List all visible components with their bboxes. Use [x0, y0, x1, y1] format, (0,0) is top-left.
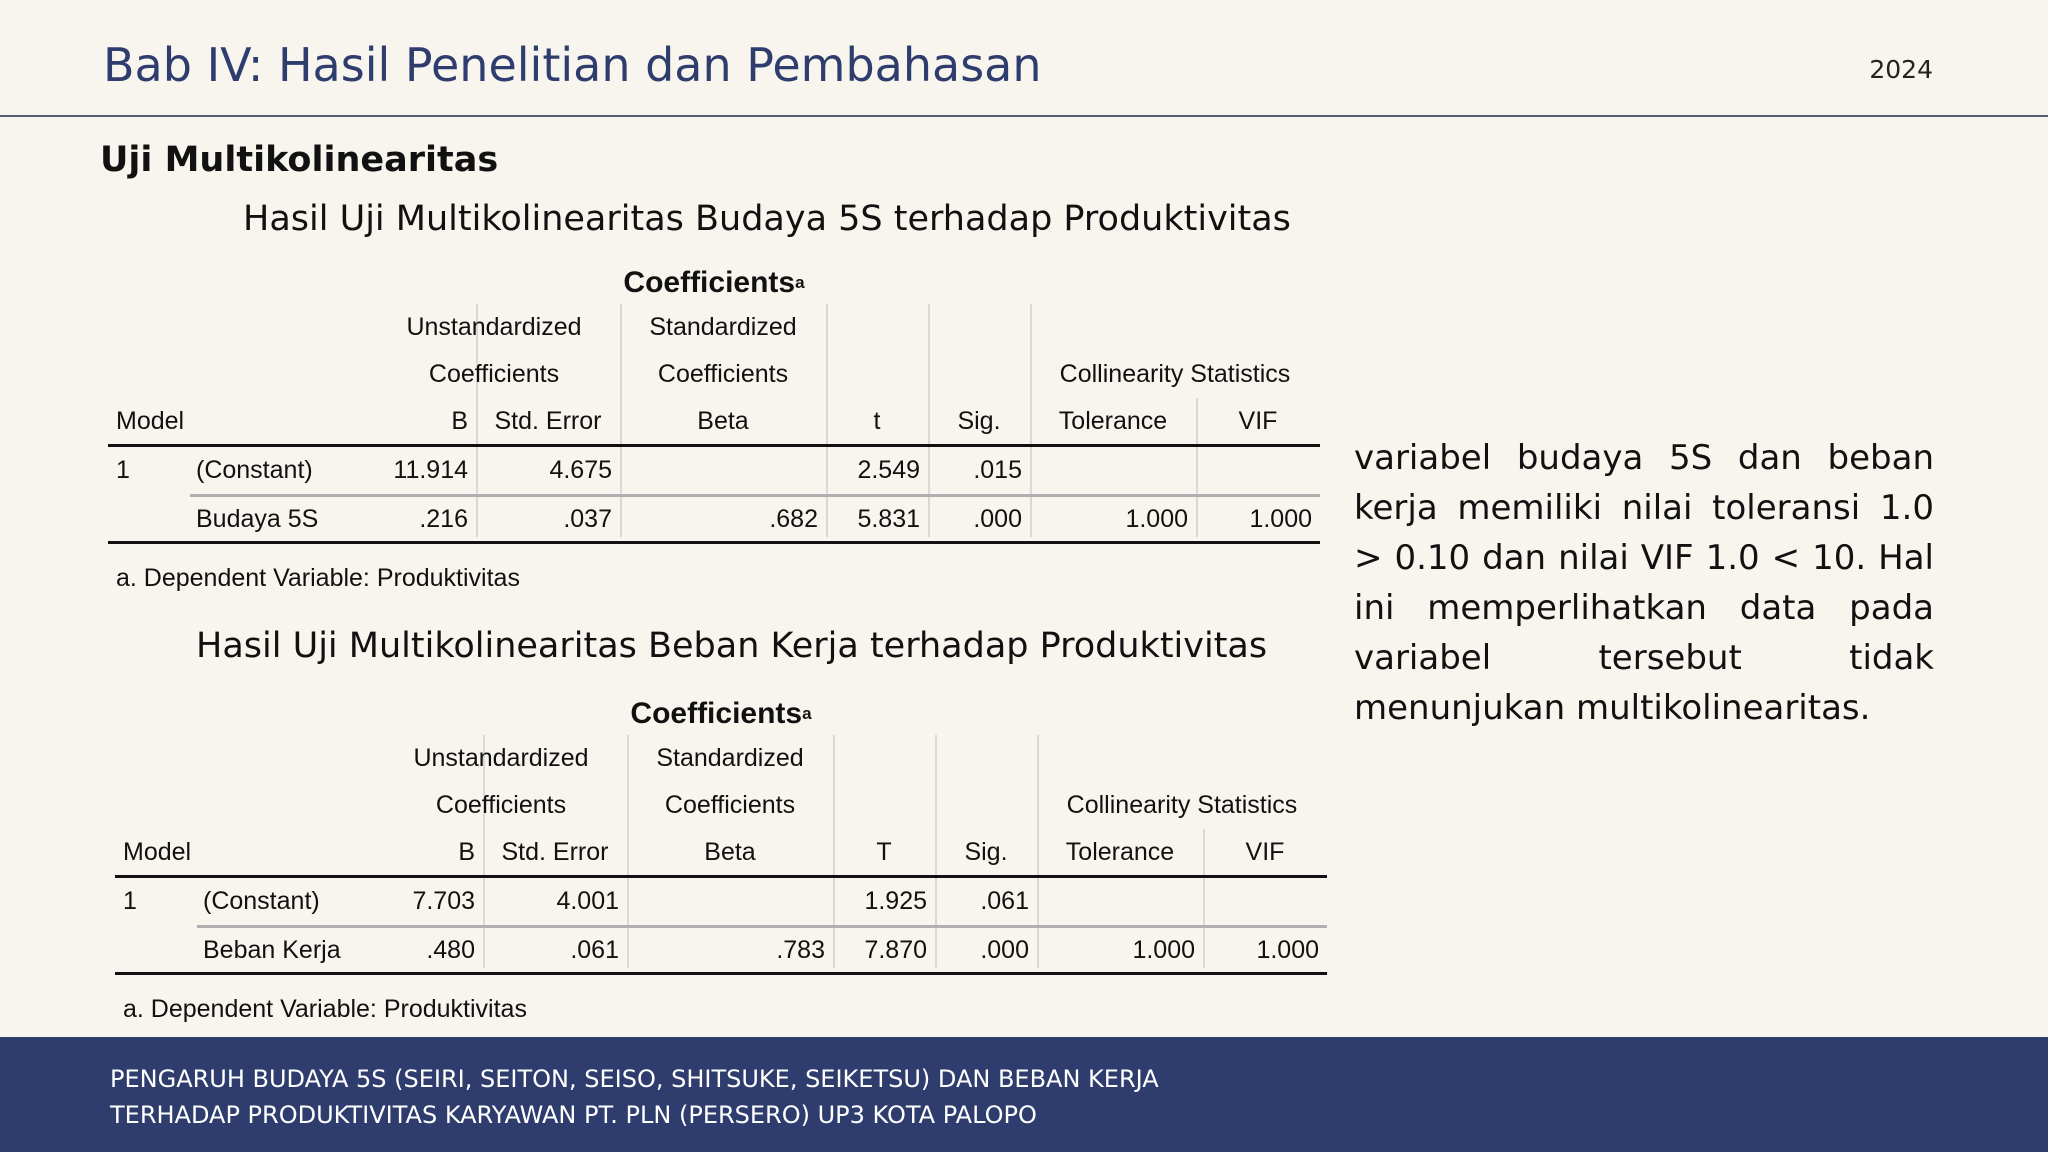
header-t: t: [873, 407, 881, 435]
header-sig: Sig.: [964, 838, 1008, 866]
cell-tolerance: 1.000: [1125, 505, 1188, 533]
cell-se: .061: [570, 936, 619, 964]
cell-model-num: [108, 496, 188, 543]
cell-t: 1.925: [864, 887, 927, 915]
header-std-error: Std. Error: [494, 407, 602, 435]
cell-se: 4.001: [556, 887, 619, 915]
header-standardized-2: Coefficients: [657, 360, 789, 388]
cell-beta: .783: [776, 936, 825, 964]
table-title-text: Coefficients: [623, 266, 796, 299]
header-unstandardized-2: Coefficients: [435, 791, 567, 819]
cell-t: 5.831: [857, 505, 920, 533]
cell-model-num: [115, 927, 195, 974]
header-unstandardized-2: Coefficients: [428, 360, 560, 388]
cell-model-num: 1: [123, 887, 137, 915]
header-model: Model: [116, 407, 185, 435]
table-bottom-rule: [115, 972, 1327, 975]
header-standardized: Standardized: [656, 744, 804, 772]
cell-sig: .061: [980, 887, 1029, 915]
footer-bar: [0, 1037, 2048, 1152]
cell-vif: 1.000: [1249, 505, 1312, 533]
cell-se: .037: [563, 505, 612, 533]
header-sig: Sig.: [957, 407, 1001, 435]
header-standardized: Standardized: [649, 313, 797, 341]
header-unstandardized: Unstandardized: [413, 744, 589, 772]
cell-sig: .000: [973, 505, 1022, 533]
cell-name: Budaya 5S: [196, 505, 319, 533]
footer-title-line-2: TERHADAP PRODUKTIVITAS KARYAWAN PT. PLN (PERSERO) UP3 KOTA PALOPO: [110, 1101, 1037, 1129]
cell-vif: [1203, 878, 1327, 925]
cell-sig: .015: [973, 456, 1022, 484]
cell-tolerance: [1037, 878, 1203, 925]
cell-t: 7.870: [864, 936, 927, 964]
header-standardized-2: Coefficients: [664, 791, 796, 819]
coefficients-table-2: [115, 693, 1327, 1023]
table-title-text: Coefficients: [630, 697, 803, 730]
cell-beta: .682: [769, 505, 818, 533]
header-b: B: [458, 838, 475, 866]
cell-t: 2.549: [857, 456, 920, 484]
cell-tolerance: 1.000: [1132, 936, 1195, 964]
table-row: [108, 447, 1320, 494]
cell-vif: [1196, 447, 1320, 494]
cell-name: Beban Kerja: [203, 936, 341, 964]
cell-name: (Constant): [203, 887, 320, 915]
cell-beta: [620, 447, 826, 494]
table-title-sup: a: [802, 704, 812, 723]
section-title: Uji Multikolinearitas: [100, 140, 499, 180]
slide-title: Bab IV: Hasil Penelitian dan Pembahasan: [103, 38, 1042, 92]
header-t: T: [876, 838, 892, 866]
header-model: Model: [123, 838, 192, 866]
cell-b: 11.914: [393, 456, 468, 484]
cell-model-num: 1: [116, 456, 130, 484]
table-caption-1: Hasil Uji Multikolinearitas Budaya 5S terhadap Produktivitas: [243, 199, 1291, 239]
table-row: [115, 927, 1327, 974]
cell-tolerance: [1030, 447, 1196, 494]
cell-se: 4.675: [549, 456, 612, 484]
header-std-error: Std. Error: [501, 838, 609, 866]
coefficients-table-1: [108, 262, 1320, 592]
header-b: B: [451, 407, 468, 435]
cell-sig: .000: [980, 936, 1029, 964]
table-bottom-rule: [108, 541, 1320, 544]
header-collinearity: Collinearity Statistics: [1066, 791, 1298, 819]
table-row: [108, 496, 1320, 543]
table-title-sup: a: [795, 273, 805, 292]
cell-b: .216: [419, 505, 468, 533]
cell-vif: 1.000: [1256, 936, 1319, 964]
table-title-2: [115, 693, 1327, 735]
slide-year: 2024: [1869, 55, 1933, 84]
header-tolerance: Tolerance: [1058, 407, 1168, 435]
cell-b: 7.703: [412, 887, 475, 915]
cell-b: .480: [426, 936, 475, 964]
cell-beta: [627, 878, 833, 925]
conclusion-paragraph: variabel budaya 5S dan beban kerja memiliki nilai toleransi 1.0 > 0.10 dan nilai VIF 1.0 < 10. Hal ini memperlihatkan data pada variabel tersebut tidak menunjukan multikolinearitas.: [1354, 438, 1934, 728]
table-row: [115, 878, 1327, 925]
table-footnote: a. Dependent Variable: Produktivitas: [123, 995, 527, 1023]
header-unstandardized: Unstandardized: [406, 313, 582, 341]
footer-title-line-1: PENGARUH BUDAYA 5S (SEIRI, SEITON, SEISO, SHITSUKE, SEIKETSU) DAN BEBAN KERJA: [110, 1065, 1159, 1093]
header-divider: [0, 115, 2048, 117]
table-footnote: a. Dependent Variable: Produktivitas: [116, 564, 520, 592]
header-vif: VIF: [1245, 838, 1285, 866]
header-beta: Beta: [704, 838, 756, 866]
header-collinearity: Collinearity Statistics: [1059, 360, 1291, 388]
table-title-1: [108, 262, 1320, 304]
header-vif: VIF: [1238, 407, 1278, 435]
header-tolerance: Tolerance: [1065, 838, 1175, 866]
header-beta: Beta: [697, 407, 749, 435]
cell-name: (Constant): [196, 456, 313, 484]
table-caption-2: Hasil Uji Multikolinearitas Beban Kerja terhadap Produktivitas: [196, 626, 1268, 666]
